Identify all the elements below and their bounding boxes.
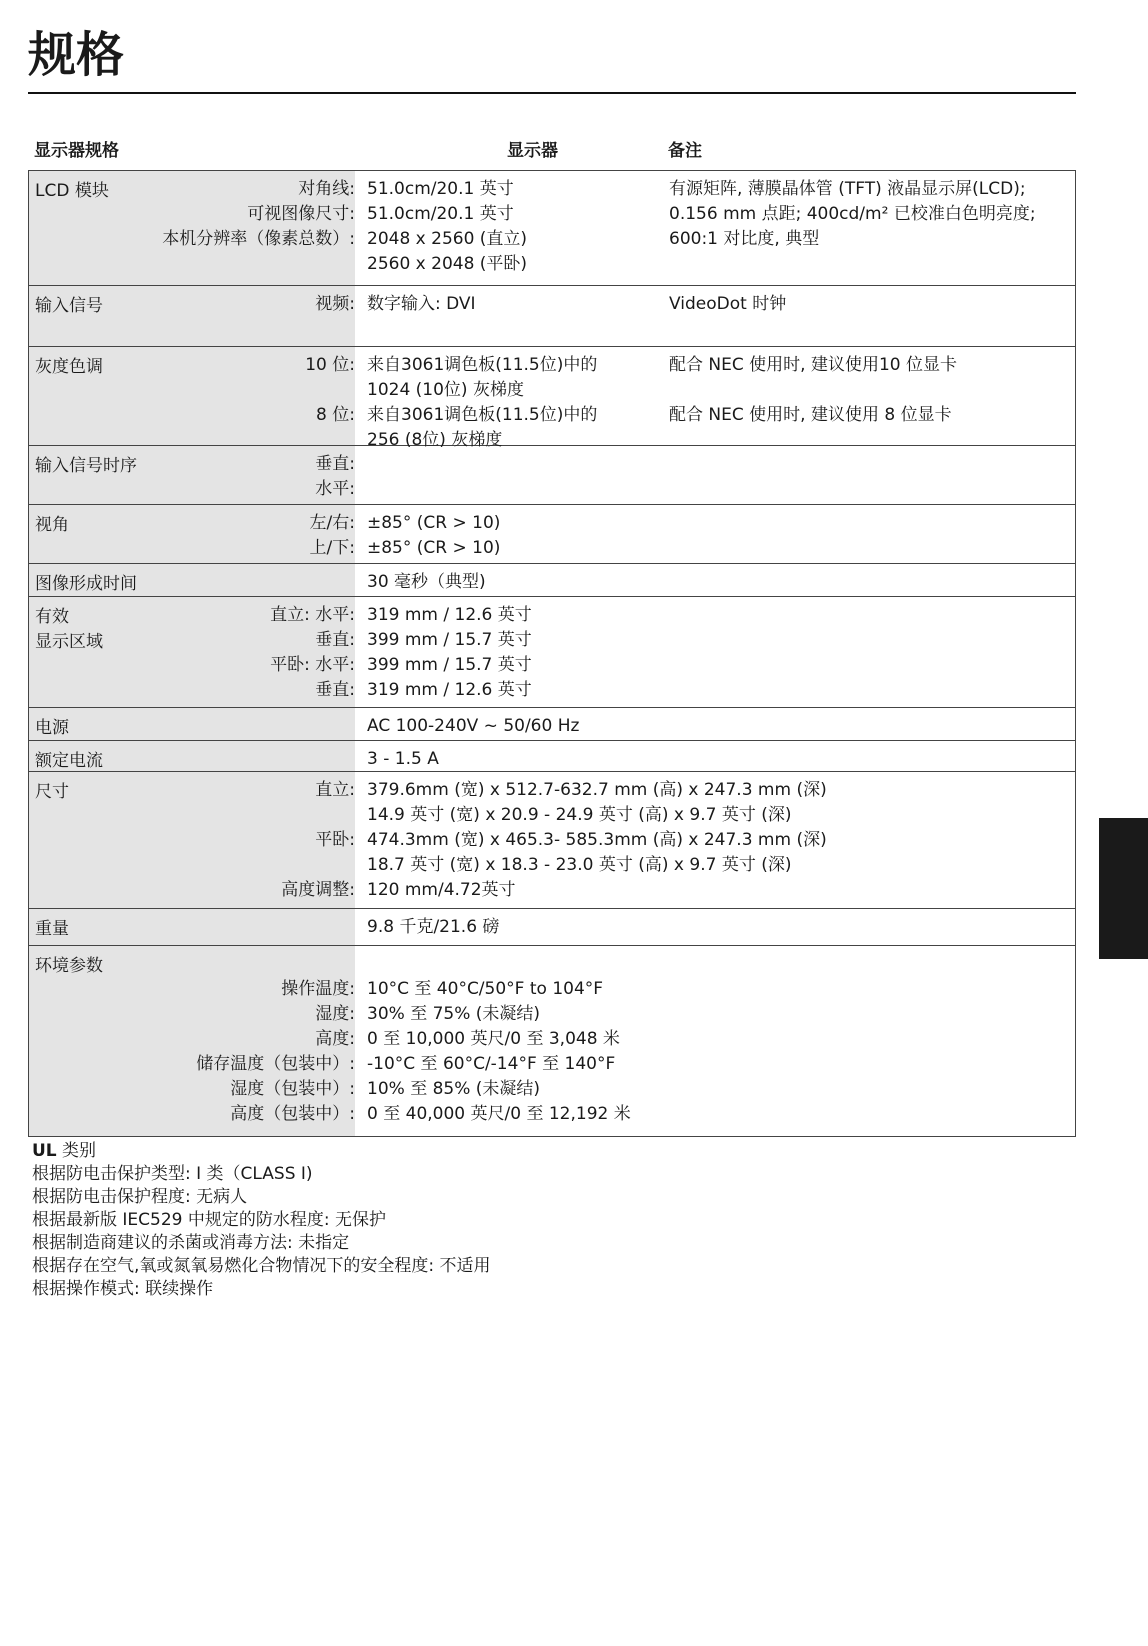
- spec-line: [29, 678, 1075, 703]
- spec-row: [29, 171, 1075, 286]
- spec-note: 配合 NEC 使用时, 建议使用 8 位显卡: [669, 405, 952, 425]
- spec-row: [29, 946, 1075, 1137]
- spec-line: [29, 778, 1075, 803]
- spec-note: 配合 NEC 使用时, 建议使用10 位显卡: [669, 355, 957, 375]
- ul-line: 根据最新版 IEC529 中规定的防水程度: 无保护: [32, 1210, 387, 1230]
- spec-line: [29, 653, 1075, 678]
- spec-sublabel: 直立: 水平:: [270, 605, 355, 625]
- row-category-text: 环境参数: [35, 956, 103, 976]
- spec-line: [29, 747, 1075, 772]
- spec-row: [29, 347, 1075, 450]
- spec-line: [29, 570, 1075, 595]
- spec-sublabel: 对角线:: [298, 179, 355, 199]
- spec-sublabel: 湿度（包装中）:: [230, 1079, 355, 1099]
- spec-line: [29, 1052, 1075, 1077]
- spec-sublabel: 10 位:: [305, 355, 355, 375]
- spec-value: ±85° (CR > 10): [367, 513, 501, 533]
- title-rule: [28, 92, 1076, 94]
- spec-value: 3 - 1.5 A: [367, 749, 439, 769]
- spec-value: AC 100-240V ~ 50/60 Hz: [367, 716, 580, 736]
- spec-sublabel: 8 位:: [316, 405, 355, 425]
- ul-line: 根据防电击保护程度: 无病人: [32, 1187, 248, 1207]
- spec-sublabel: 平卧: 水平:: [270, 655, 355, 675]
- spec-value: 30% 至 75% (未凝结): [367, 1004, 541, 1024]
- spec-value: ±85° (CR > 10): [367, 538, 501, 558]
- spec-sublabel: 高度:: [315, 1029, 355, 1049]
- spec-row: [29, 286, 1075, 347]
- spec-note: VideoDot 时钟: [669, 294, 787, 314]
- spec-value: 1024 (10位) 灰梯度: [367, 380, 524, 400]
- spec-line: [29, 403, 1075, 428]
- column-header-notes: 备注: [668, 141, 702, 161]
- spec-line: [29, 452, 1075, 477]
- spec-sublabel: 平卧:: [315, 830, 355, 850]
- row-category-text: 重量: [35, 919, 69, 939]
- spec-value: 2048 x 2560 (直立): [367, 229, 528, 249]
- row-category-text: 尺寸: [35, 782, 69, 802]
- spec-value: 10% 至 85% (未凝结): [367, 1079, 541, 1099]
- spec-line: [29, 227, 1075, 252]
- spec-row: [29, 597, 1075, 708]
- spec-line: [29, 915, 1075, 940]
- spec-line: [29, 1027, 1075, 1052]
- ul-line: 根据操作模式: 联续操作: [32, 1279, 214, 1299]
- spec-table: [28, 170, 1076, 1137]
- spec-sublabel: 垂直:: [315, 630, 355, 650]
- spec-line: [29, 1102, 1075, 1127]
- row-category-text: 灰度色调: [35, 357, 103, 377]
- spec-value: 474.3mm (宽) x 465.3- 585.3mm (高) x 247.3 mm (深): [367, 830, 827, 850]
- spec-value: 399 mm / 15.7 英寸: [367, 655, 532, 675]
- ul-title: UL: [32, 1141, 57, 1161]
- ul-heading: [32, 1140, 491, 1163]
- spec-value: 319 mm / 12.6 英寸: [367, 605, 532, 625]
- spec-line: [29, 853, 1075, 878]
- spec-row: [29, 564, 1075, 597]
- ul-line: 根据防电击保护类型: I 类（CLASS I): [32, 1164, 313, 1184]
- spec-sublabel: 操作温度:: [281, 979, 355, 999]
- column-header-monitor: 显示器: [507, 141, 558, 161]
- spec-line: [29, 803, 1075, 828]
- row-category-text: 电源: [35, 718, 69, 738]
- spec-row: [29, 909, 1075, 946]
- spec-line: [29, 353, 1075, 378]
- spec-sublabel: 垂直:: [315, 680, 355, 700]
- spec-value: 2560 x 2048 (平卧): [367, 254, 528, 274]
- spec-value: 0 至 10,000 英尺/0 至 3,048 米: [367, 1029, 620, 1049]
- ul-section: [32, 1140, 491, 1301]
- spec-line: [29, 977, 1075, 1002]
- spec-row: [29, 772, 1075, 909]
- spec-value: 379.6mm (宽) x 512.7-632.7 mm (高) x 247.3 mm (深): [367, 780, 827, 800]
- spec-line: [29, 536, 1075, 561]
- spec-value: 399 mm / 15.7 英寸: [367, 630, 532, 650]
- spec-sublabel: 可视图像尺寸:: [247, 204, 355, 224]
- spec-line: [29, 292, 1075, 317]
- spec-line: [29, 477, 1075, 502]
- row-category-text: 输入信号: [35, 296, 103, 316]
- spec-line: [29, 952, 1075, 977]
- spec-sublabel: 水平:: [315, 479, 355, 499]
- spec-sublabel: 垂直:: [315, 454, 355, 474]
- spec-value: 120 mm/4.72英寸: [367, 880, 516, 900]
- row-category-text: 显示区域: [35, 632, 103, 652]
- spec-value: 0 至 40,000 英尺/0 至 12,192 米: [367, 1104, 631, 1124]
- row-category-text: 视角: [35, 515, 69, 535]
- spec-line: [29, 603, 1075, 628]
- spec-value: 30 毫秒（典型): [367, 572, 486, 592]
- spec-value: 来自3061调色板(11.5位)中的: [367, 355, 598, 375]
- spec-sublabel: 视频:: [315, 294, 355, 314]
- spec-line: [29, 177, 1075, 202]
- spec-row: [29, 446, 1075, 505]
- column-header-spec: 显示器规格: [34, 141, 119, 161]
- spec-line: [29, 878, 1075, 903]
- row-category-text: 输入信号时序: [35, 456, 137, 476]
- ul-title-suffix: 类别: [62, 1141, 97, 1161]
- spec-line: [29, 511, 1075, 536]
- spec-sublabel: 本机分辨率（像素总数）:: [162, 229, 355, 249]
- spec-value: 256 (8位) 灰梯度: [367, 430, 503, 450]
- spec-sublabel: 上/下:: [309, 538, 355, 558]
- page-title: 规格: [28, 27, 125, 83]
- spec-sublabel: 高度调整:: [281, 880, 355, 900]
- row-category-text: 有效: [35, 607, 69, 627]
- spec-row: [29, 505, 1075, 564]
- spec-sublabel: 湿度:: [315, 1004, 355, 1024]
- spec-row: [29, 741, 1075, 772]
- spec-line: [29, 1077, 1075, 1102]
- spec-line: [29, 252, 1075, 277]
- spec-note: 0.156 mm 点距; 400cd/m² 已校准白色明亮度;: [669, 204, 1036, 224]
- spec-value: 数字输入: DVI: [367, 294, 476, 314]
- spec-line: [29, 202, 1075, 227]
- spec-sublabel: 左/右:: [309, 513, 355, 533]
- ul-line: 根据制造商建议的杀菌或消毒方法: 未指定: [32, 1233, 350, 1253]
- spec-value: 18.7 英寸 (宽) x 18.3 - 23.0 英寸 (高) x 9.7 英寸 (深): [367, 855, 792, 875]
- spec-line: [29, 1002, 1075, 1027]
- ul-line: 根据存在空气,氧或氮氧易燃化合物情况下的安全程度: 不适用: [32, 1256, 491, 1276]
- spec-value: 51.0cm/20.1 英寸: [367, 204, 514, 224]
- spec-note: 有源矩阵, 薄膜晶体管 (TFT) 液晶显示屏(LCD);: [669, 179, 1026, 199]
- spec-value: 10°C 至 40°C/50°F to 104°F: [367, 979, 604, 999]
- spec-line: [29, 378, 1075, 403]
- row-category-text: 额定电流: [35, 751, 103, 771]
- spec-note: 600:1 对比度, 典型: [669, 229, 820, 249]
- side-tab-marker: [1099, 818, 1148, 959]
- spec-value: 来自3061调色板(11.5位)中的: [367, 405, 598, 425]
- spec-sublabel: 直立:: [315, 780, 355, 800]
- spec-row: [29, 708, 1075, 741]
- spec-value: 9.8 千克/21.6 磅: [367, 917, 500, 937]
- spec-value: -10°C 至 60°C/-14°F 至 140°F: [367, 1054, 616, 1074]
- spec-line: [29, 828, 1075, 853]
- spec-line: [29, 714, 1075, 739]
- spec-sublabel: 高度（包装中）:: [230, 1104, 355, 1124]
- spec-value: 14.9 英寸 (宽) x 20.9 - 24.9 英寸 (高) x 9.7 英寸 (深): [367, 805, 792, 825]
- spec-line: [29, 628, 1075, 653]
- spec-value: 319 mm / 12.6 英寸: [367, 680, 532, 700]
- spec-sublabel: 储存温度（包装中）:: [196, 1054, 355, 1074]
- row-category-text: LCD 模块: [35, 181, 109, 201]
- row-category-text: 图像形成时间: [35, 574, 137, 594]
- spec-value: 51.0cm/20.1 英寸: [367, 179, 514, 199]
